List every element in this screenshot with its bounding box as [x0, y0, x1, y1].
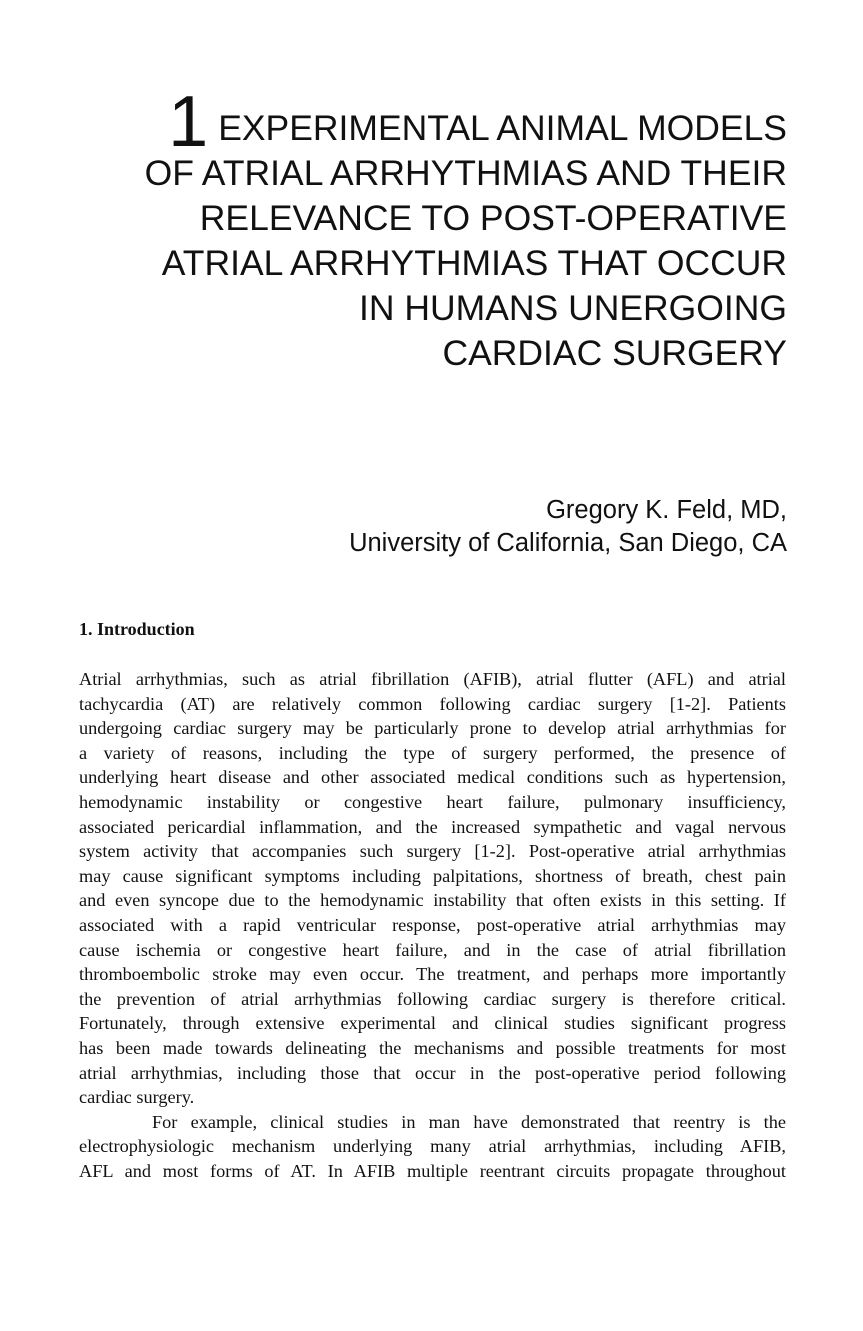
- paragraph-2: [79, 1110, 786, 1184]
- author-block: [200, 494, 787, 560]
- text-line: atrial arrhythmias, including those that occur in the post-operative period following: [79, 1062, 786, 1083]
- text-line: may cause significant symptoms including palpitations, shortness of breath, chest pain: [79, 865, 786, 886]
- paragraph-1: [79, 667, 786, 1110]
- text-line: the prevention of atrial arrhythmias following cardiac surgery is therefore critical.: [79, 988, 786, 1009]
- body-text: [79, 667, 786, 1183]
- text-line: associated pericardial inflammation, and the increased sympathetic and vagal nervous: [79, 816, 786, 837]
- text-line: cause ischemia or congestive heart failure, and in the case of atrial fibrillation: [79, 939, 786, 960]
- text-line: underlying heart disease and other associated medical conditions such as hypertension,: [79, 767, 786, 788]
- text-line: a variety of reasons, including the type of surgery performed, the presence of: [79, 742, 786, 763]
- text-line: has been made towards delineating the mechanisms and possible treatments for most: [79, 1037, 786, 1058]
- text-line: cardiac surgery.: [79, 1087, 195, 1108]
- text-line: Fortunately, through extensive experimental and clinical studies significant progress: [79, 1013, 786, 1034]
- chapter-title-line: RELEVANCE TO POST-OPERATIVE: [199, 198, 787, 238]
- text-line: Atrial arrhythmias, such as atrial fibrillation (AFIB), atrial flutter (AFL) and atrial: [79, 669, 786, 689]
- text-line: tachycardia (AT) are relatively common following cardiac surgery [1-2]. Patients: [79, 693, 786, 714]
- chapter-title-line: IN HUMANS UNERGOING: [359, 288, 787, 328]
- chapter-title-line: ATRIAL ARRHYTHMIAS THAT OCCUR: [161, 243, 787, 283]
- author-name: Gregory K. Feld, MD,: [546, 496, 787, 524]
- text-line: associated with a rapid ventricular response, post-operative atrial arrhythmias may: [79, 914, 786, 935]
- author-affiliation: University of California, San Diego, CA: [349, 529, 787, 557]
- text-line: For example, clinical studies in man have demonstrated that reentry is the: [152, 1111, 786, 1132]
- chapter-title-line: OF ATRIAL ARRHYTHMIAS AND THEIR: [144, 153, 787, 193]
- text-line: hemodynamic instability or congestive heart failure, pulmonary insufficiency,: [79, 791, 786, 812]
- section-heading: 1. Introduction: [79, 619, 195, 639]
- text-line: AFL and most forms of AT. In AFIB multiple reentrant circuits propagate throughout: [79, 1160, 786, 1181]
- chapter-title-text: EXPERIMENTAL ANIMAL MODELS: [218, 108, 787, 148]
- chapter-heading: [90, 82, 787, 376]
- text-line: thromboembolic stroke may even occur. The treatment, and perhaps more importantly: [79, 964, 786, 985]
- chapter-title-line: [90, 82, 787, 162]
- text-line: undergoing cardiac surgery may be particularly prone to develop atrial arrhythmias for: [79, 718, 786, 739]
- text-line: electrophysiologic mechanism underlying many atrial arrhythmias, including AFIB,: [79, 1136, 786, 1157]
- text-line: and even syncope due to the hemodynamic instability that often exists in this setting. If: [79, 890, 786, 911]
- text-line: system activity that accompanies such surgery [1-2]. Post-operative atrial arrhythmias: [79, 841, 786, 862]
- chapter-number: 1: [168, 82, 209, 162]
- chapter-title-line: CARDIAC SURGERY: [442, 333, 787, 373]
